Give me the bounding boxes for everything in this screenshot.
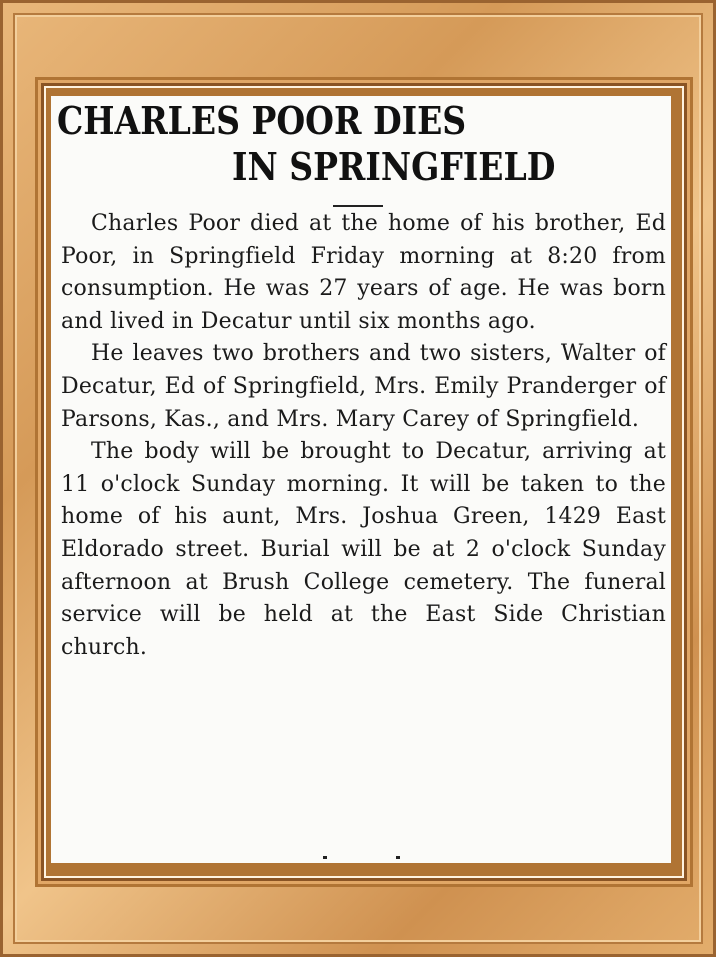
headline-line-1: CHARLES POOR DIES: [57, 98, 467, 143]
headline-line-2: IN SPRINGFIELD: [232, 144, 556, 189]
headline-divider: [333, 205, 383, 207]
newspaper-clipping: [51, 96, 671, 863]
article-paragraph-2: He leaves two brothers and two sisters, Walter of Decatur, Ed of Springfield, Mrs. Emily Pranderger of Parsons, Kas., and Mrs. Mary Carey of Springfield.: [61, 341, 666, 432]
article-paragraph-1: Charles Poor died at the home of his brother, Ed Poor, in Springfield Friday morning at 8:20 from consumption. He was 27 years of age. He was born and lived in Decatur until six months ago.: [61, 211, 666, 334]
end-mark: [396, 856, 400, 859]
article-body: [61, 208, 666, 664]
end-mark: [323, 856, 327, 859]
article-paragraph-3: The body will be brought to Decatur, arriving at 11 o'clock Sunday morning. It will be taken to the home of his aunt, Mrs. Joshua Green, 1429 East Eldorado street. Burial will be at 2 o'clock Sunday afternoon at Brush College cemetery. The funeral service will be held at the East Side Christian church.: [61, 439, 666, 660]
